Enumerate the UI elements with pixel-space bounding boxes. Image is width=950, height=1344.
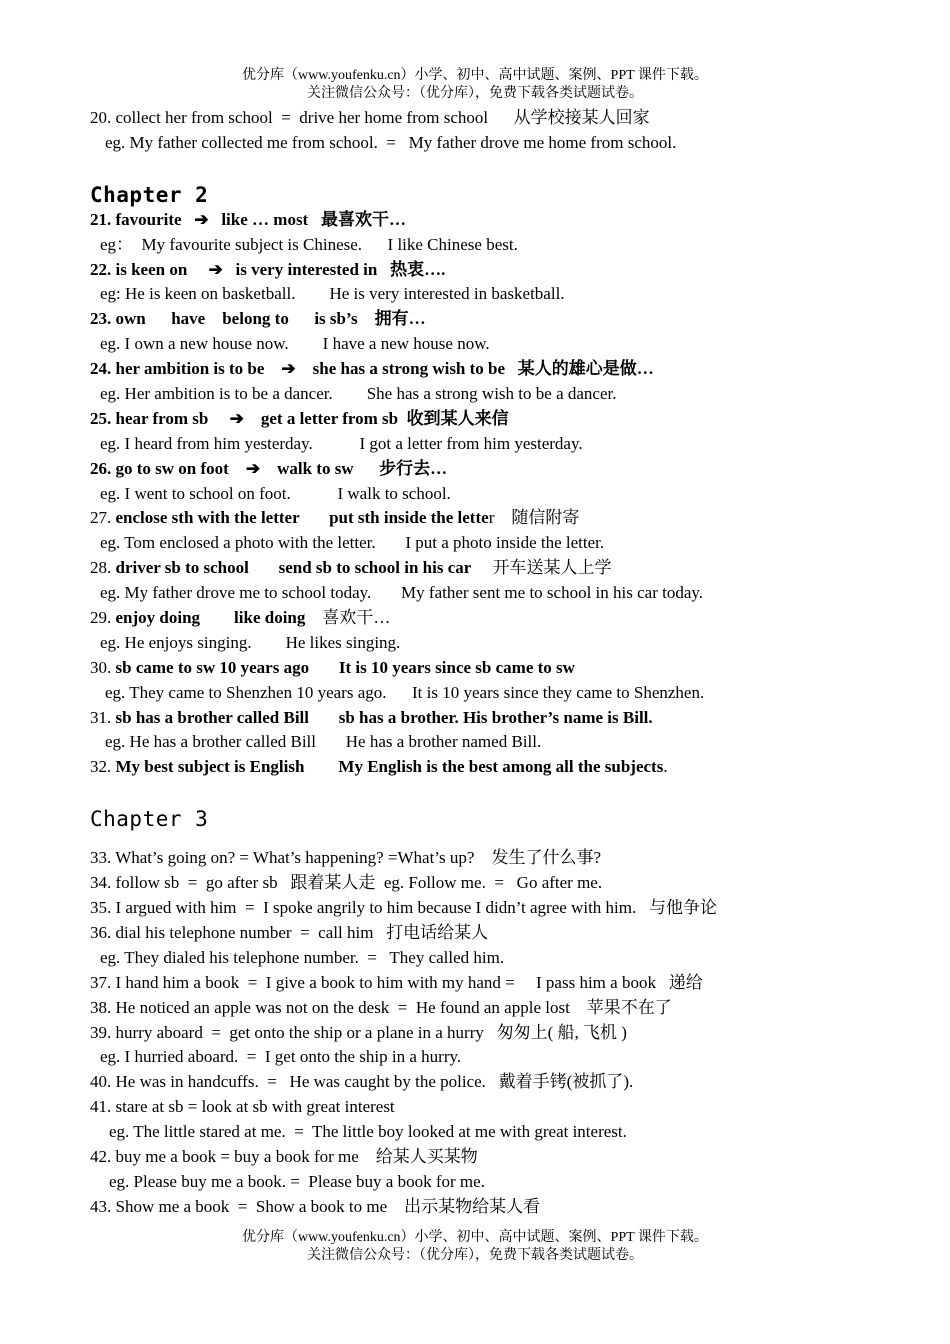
entry-meaning: 开车送某人上学 (471, 558, 612, 578)
document-body (90, 106, 920, 1220)
entry-32 (90, 755, 920, 780)
entry-31 (90, 706, 920, 731)
entry-20: 20. collect her from school = drive her home from school 从学校接某人回家 (90, 108, 650, 127)
header-line-1: 优分库（www.youfenku.cn）小学、初中、高中试题、案例、PPT 课件下载。 (242, 68, 708, 83)
entry-39-example: eg. I hurried aboard. = I get onto the ship in a hurry. (100, 1047, 462, 1067)
entry-30-example: eg. They came to Shenzhen 10 years ago. It is 10 years since they came to Shenzhen. (105, 682, 705, 702)
entry-phrase: sb has a brother called Bill sb has a brother. His brother’s name is Bill. (115, 707, 653, 727)
entry-31-example: eg. He has a brother called Bill He has a brother named Bill. (105, 732, 542, 752)
entry-phrase: driver sb to school send sb to school in his car (115, 558, 472, 578)
entry-25-example: eg. I heard from him yesterday. I got a letter from him yesterday. (100, 433, 583, 453)
entry-27 (90, 506, 920, 531)
entry-23-example: eg. I own a new house now. I have a new house now. (100, 334, 490, 354)
entry-26: 26. go to sw on foot ➔ walk to sw 步行去… (90, 458, 448, 478)
entry-41-example: eg. The little stared at me. = The little boy looked at me with great interest. (109, 1122, 627, 1142)
entry-43: 43. Show me a book = Show a book to me 出示某物给某人看 (90, 1196, 541, 1216)
entry-22: 22. is keen on ➔ is very interested in 热衷…. (90, 259, 446, 279)
entry-24-example: eg. Her ambition is to be a dancer. She has a strong wish to be a dancer. (100, 384, 617, 404)
entry-number: 29. (90, 608, 116, 628)
footer-line-2: 关注微信公众号：（优分库），免费下载各类试题试卷。 (307, 1248, 643, 1263)
entry-30 (90, 656, 920, 681)
entry-21: 21. favourite ➔ like … most 最喜欢干… (90, 209, 406, 229)
entry-38: 38. He noticed an apple was not on the desk = He found an apple lost 苹果不在了 (90, 997, 672, 1017)
entry-24: 24. her ambition is to be ➔ she has a strong wish to be 某人的雄心是做… (90, 359, 654, 379)
entry-phrase: enclose sth with the letter put sth inside the lette (115, 508, 489, 528)
entry-37: 37. I hand him a book = I give a book to him with my hand = I pass him a book 递给 (90, 972, 703, 992)
entry-29 (90, 606, 920, 631)
entry-26-example: eg. I went to school on foot. I walk to school. (100, 483, 451, 503)
page-header (0, 67, 950, 103)
header-line-2: 关注微信公众号：（优分库），免费下载各类试题试卷。 (307, 86, 643, 101)
entry-period: . (663, 757, 668, 777)
entry-28 (90, 556, 920, 581)
entry-phrase: sb came to sw 10 years ago It is 10 years since sb came to sw (115, 657, 575, 677)
entry-phrase: My best subject is English My English is the best among all the subjects (115, 757, 664, 777)
entry-22-example: eg: He is keen on basketball. He is very interested in basketball. (100, 284, 565, 304)
entry-42-example: eg. Please buy me a book. = Please buy a book for me. (109, 1171, 485, 1191)
entry-36-example: eg. They dialed his telephone number. = They called him. (100, 947, 505, 967)
entry-36: 36. dial his telephone number = call him 打电话给某人 (90, 922, 489, 942)
entry-34: 34. follow sb = go after sb 跟着某人走 eg. Follow me. = Go after me. (90, 873, 603, 893)
entry-meaning: r 随信附寄 (488, 508, 580, 528)
page-footer (0, 1229, 950, 1265)
footer-line-1: 优分库（www.youfenku.cn）小学、初中、高中试题、案例、PPT 课件下载。 (242, 1230, 708, 1245)
entry-28-example: eg. My father drove me to school today. My father sent me to school in his car today. (100, 583, 704, 603)
entry-number: 28. (90, 558, 116, 578)
entry-35: 35. I argued with him = I spoke angrily to him because I didn’t agree with him. 与他争论 (90, 898, 717, 918)
chapter-3-heading: Chapter 3 (90, 807, 209, 832)
entry-number: 27. (90, 508, 116, 528)
entry-39: 39. hurry aboard = get onto the ship or a plane in a hurry 匆匆上( 船, 飞机 ) (90, 1022, 627, 1042)
entry-number: 31. (90, 707, 116, 727)
entry-meaning: 喜欢干… (305, 608, 391, 628)
entry-42: 42. buy me a book = buy a book for me 给某人买某物 (90, 1146, 478, 1166)
entry-41: 41. stare at sb = look at sb with great interest (90, 1097, 395, 1117)
entry-20-example: eg. My father collected me from school. = My father drove me home from school. (105, 132, 677, 152)
entry-number: 30. (90, 657, 116, 677)
entry-33: 33. What’s going on? = What’s happening? =What’s up? 发生了什么事? (90, 848, 601, 868)
entry-number: 32. (90, 757, 116, 777)
entry-27-example: eg. Tom enclosed a photo with the letter. I put a photo inside the letter. (100, 533, 605, 553)
entry-21-example: eg： My favourite subject is Chinese. I like Chinese best. (100, 234, 518, 254)
entry-40: 40. He was in handcuffs. = He was caught by the police. 戴着手铐(被抓了). (90, 1072, 634, 1092)
entry-29-example: eg. He enjoys singing. He likes singing. (100, 632, 401, 652)
entry-23: 23. own have belong to is sb’s 拥有… (90, 309, 426, 329)
entry-25: 25. hear from sb ➔ get a letter from sb 收到某人来信 (90, 408, 509, 428)
chapter-2-heading: Chapter 2 (90, 182, 209, 207)
entry-phrase: enjoy doing like doing (115, 608, 306, 628)
